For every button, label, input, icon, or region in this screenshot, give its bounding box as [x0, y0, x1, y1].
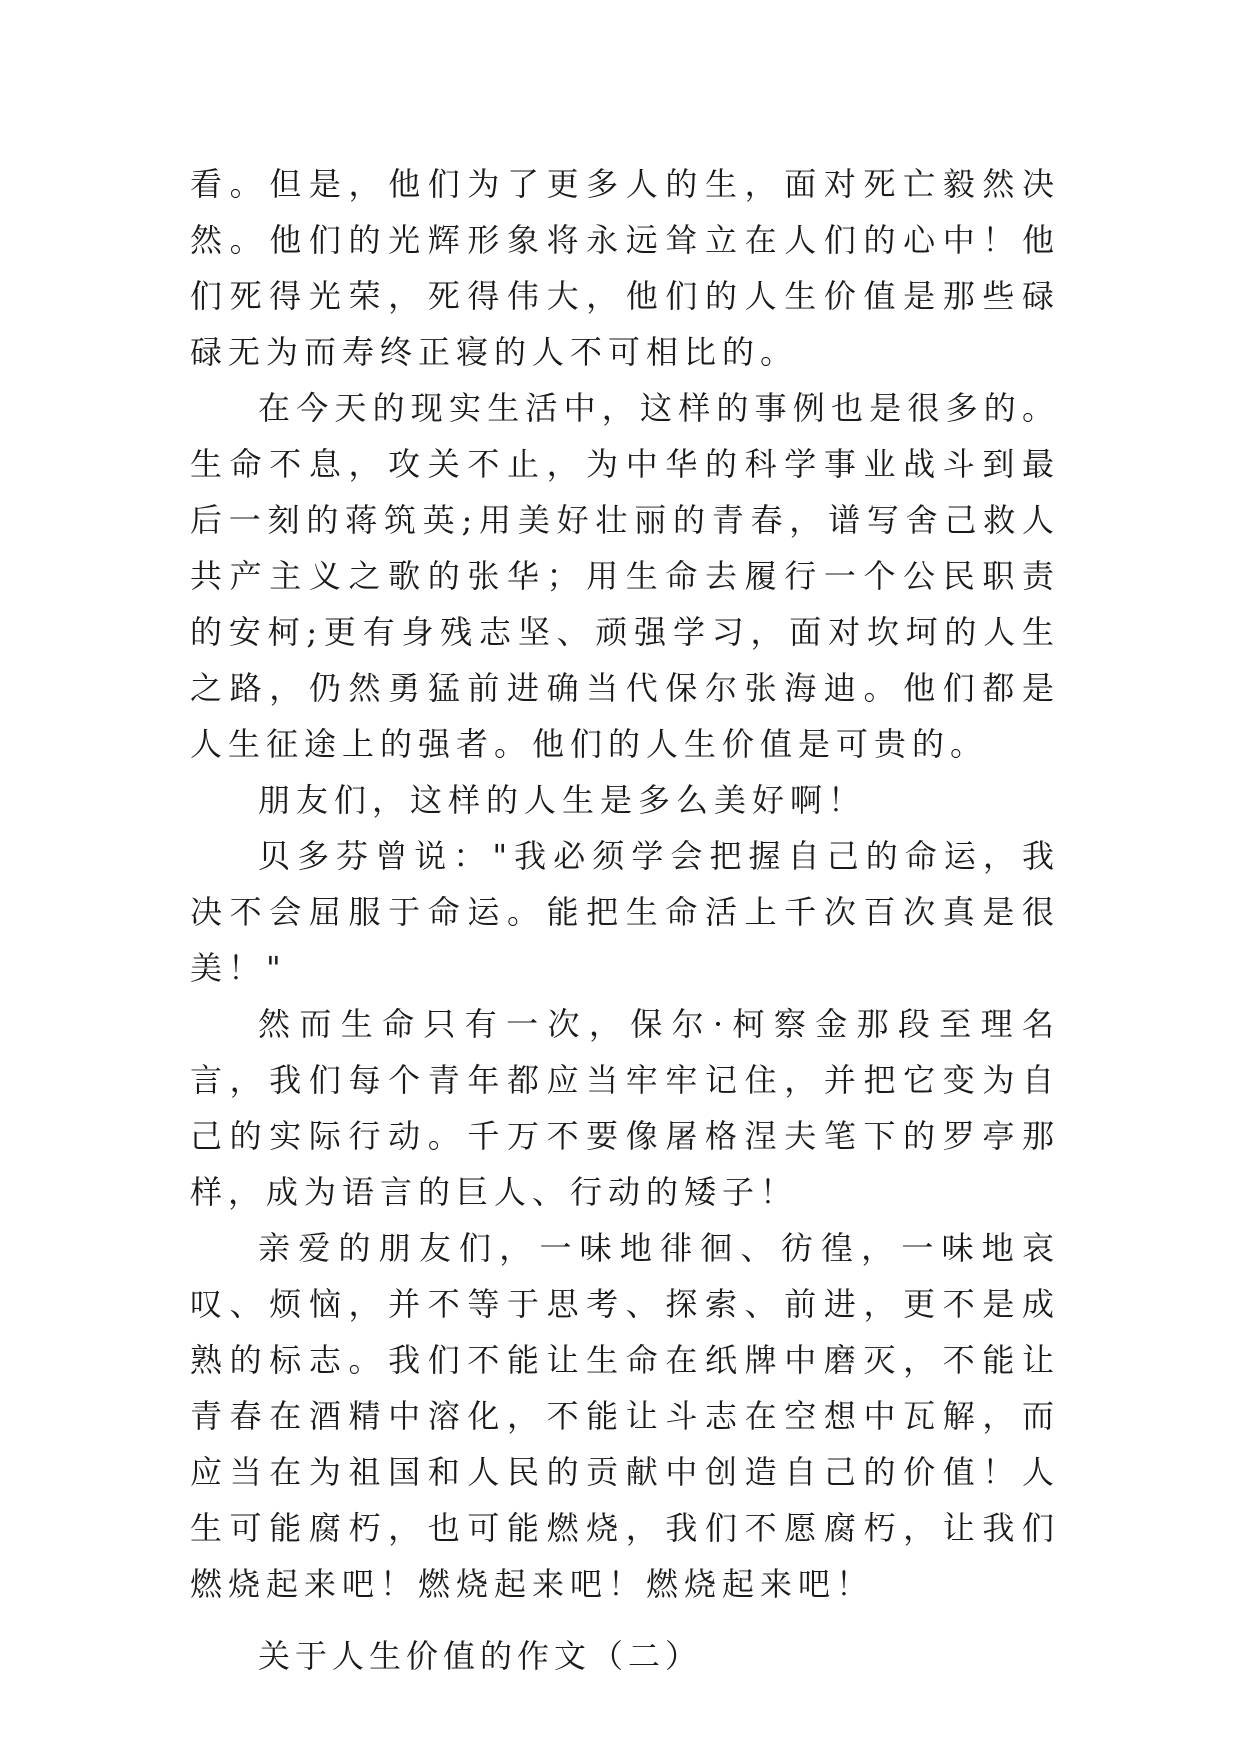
paragraph-continuation: 看。但是，他们为了更多人的生，面对死亡毅然决然。他们的光辉形象将永远耸立在人们的心中！他们死得光荣，死得伟大，他们的人生价值是那些碌碌无为而寿终正寝的人不可相比的。: [190, 165, 1060, 371]
paragraph-role-models: 在今天的现实生活中，这样的事例也是很多的。生命不息，攻关不止，为中华的科学事业战斗到最后一刻的蒋筑英;用美好壮丽的青春，谱写舍己救人共产主义之歌的张华；用生命去履行一个公民职责的安柯;更有身残志坚、顽强学习，面对坎坷的人生之路，仍然勇猛前进确当代保尔张海迪。他们都是人生征途上的强者。他们的人生价值是可贵的。: [190, 389, 1060, 763]
paragraph-call-to-action: 亲爱的朋友们，一味地徘徊、彷徨，一味地哀叹、烦恼，并不等于思考、探索、前进，更不是成熟的标志。我们不能让生命在纸牌中磨灭，不能让青春在酒精中溶化，不能让斗志在空想中瓦解，而应当在为祖国和人民的贡献中创造自己的价值！人生可能腐朽，也可能燃烧，我们不愿腐朽，让我们燃烧起来吧！燃烧起来吧！燃烧起来吧！: [190, 1229, 1060, 1603]
document-body: [190, 156, 1060, 1684]
paragraph-pavel-korchagin: 然而生命只有一次，保尔·柯察金那段至理名言，我们每个青年都应当牢牢记住，并把它变为自己的实际行动。千万不要像屠格涅夫笔下的罗亭那样，成为语言的巨人、行动的矮子！: [190, 1005, 1060, 1211]
paragraph-exclamation: 朋友们，这样的人生是多么美好啊！: [258, 781, 867, 819]
section-heading: 关于人生价值的作文（二）: [258, 1637, 703, 1675]
paragraph-beethoven-quote: 贝多芬曾说："我必须学会把握自己的命运，我决不会屈服于命运。能把生命活上千次百次真是很美！": [190, 837, 1060, 987]
